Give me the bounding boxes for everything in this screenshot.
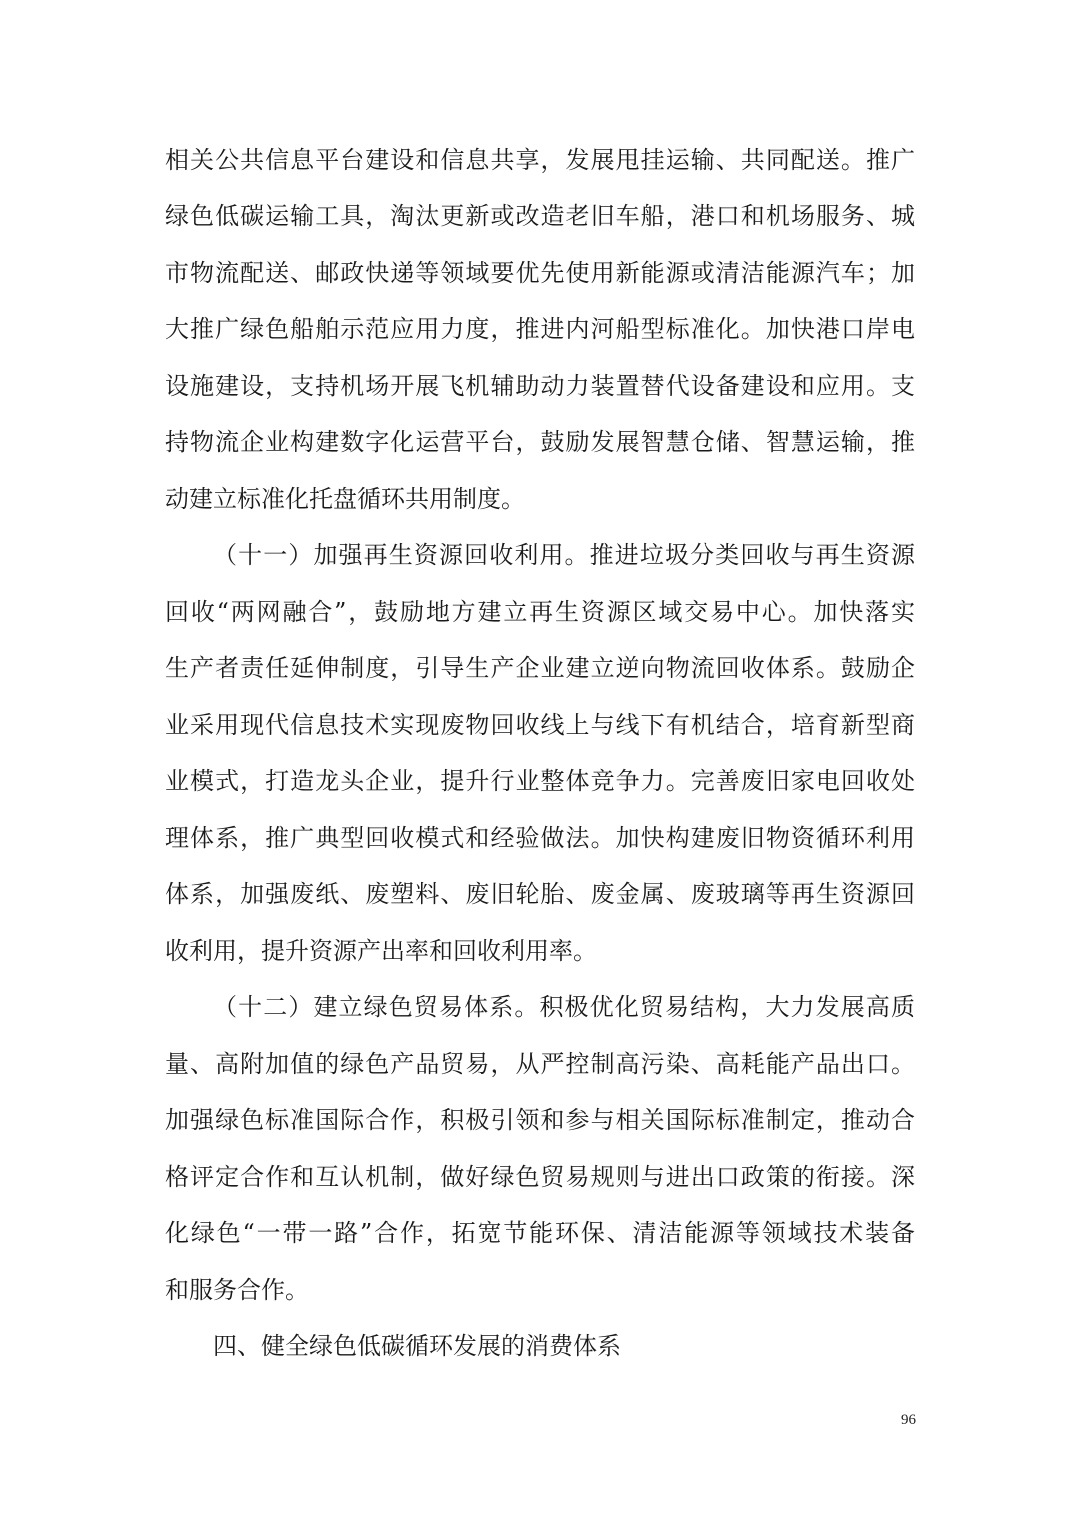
paragraph-1-line-6: 持物流企业构建数字化运营平台，鼓励发展智慧仓储、智慧运输，推 bbox=[165, 428, 915, 456]
section-heading: 四、健全绿色低碳循环发展的消费体系 bbox=[213, 1332, 621, 1360]
paragraph-1-line-4: 大推广绿色船舶示范应用力度，推进内河船型标准化。加快港口岸电 bbox=[165, 315, 915, 343]
paragraph-2-line-5: 业模式，打造龙头企业，提升行业整体竞争力。完善废旧家电回收处 bbox=[165, 767, 915, 795]
paragraph-3-line-1: （十二）建立绿色贸易体系。积极优化贸易结构，大力发展高质 bbox=[213, 993, 915, 1021]
paragraph-2-line-6: 理体系，推广典型回收模式和经验做法。加快构建废旧物资循环利用 bbox=[165, 824, 915, 852]
paragraph-2-line-1: （十一）加强再生资源回收利用。推进垃圾分类回收与再生资源 bbox=[213, 541, 915, 569]
paragraph-3-line-4: 格评定合作和互认机制，做好绿色贸易规则与进出口政策的衔接。深 bbox=[165, 1163, 915, 1191]
paragraph-1-line-3: 市物流配送、邮政快递等领域要优先使用新能源或清洁能源汽车；加 bbox=[165, 259, 915, 287]
paragraph-3-line-5: 化绿色“一带一路”合作，拓宽节能环保、清洁能源等领域技术装备 bbox=[165, 1219, 915, 1247]
paragraph-2-line-2: 回收“两网融合”，鼓励地方建立再生资源区域交易中心。加快落实 bbox=[165, 598, 915, 626]
paragraph-1-line-7: 动建立标准化托盘循环共用制度。 bbox=[165, 485, 525, 513]
paragraph-1-line-1: 相关公共信息平台建设和信息共享，发展甩挂运输、共同配送。推广 bbox=[165, 146, 915, 174]
paragraph-1-line-2: 绿色低碳运输工具，淘汰更新或改造老旧车船，港口和机场服务、城 bbox=[165, 202, 915, 230]
paragraph-3-line-6: 和服务合作。 bbox=[165, 1276, 309, 1304]
page-number: 96 bbox=[901, 1412, 916, 1428]
paragraph-1-line-5: 设施建设，支持机场开展飞机辅助动力装置替代设备建设和应用。支 bbox=[165, 372, 915, 400]
paragraph-2-line-3: 生产者责任延伸制度，引导生产企业建立逆向物流回收体系。鼓励企 bbox=[165, 654, 915, 682]
paragraph-3-line-2: 量、高附加值的绿色产品贸易，从严控制高污染、高耗能产品出口。 bbox=[165, 1050, 915, 1078]
paragraph-2-line-8: 收利用，提升资源产出率和回收利用率。 bbox=[165, 937, 597, 965]
paragraph-2-line-4: 业采用现代信息技术实现废物回收线上与线下有机结合，培育新型商 bbox=[165, 711, 915, 739]
paragraph-2-line-7: 体系，加强废纸、废塑料、废旧轮胎、废金属、废玻璃等再生资源回 bbox=[165, 880, 915, 908]
paragraph-3-line-3: 加强绿色标准国际合作，积极引领和参与相关国际标准制定，推动合 bbox=[165, 1106, 915, 1134]
